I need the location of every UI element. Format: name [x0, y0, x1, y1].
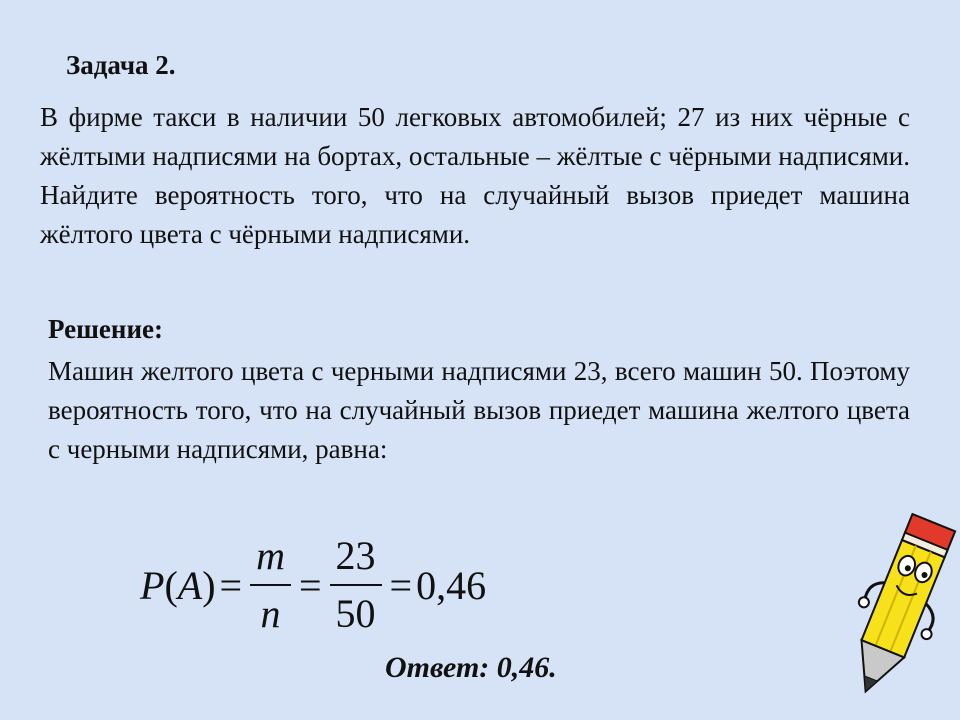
- fraction-numerator-23: 23: [330, 536, 382, 586]
- probability-formula: [140, 525, 486, 645]
- formula-equals-1: =: [219, 562, 243, 608]
- solution-text: Машин желтого цвета с черными надписями 23, всего машин 50. Поэтому вероятность того, что на случайный вызов приедет машина желтого цвета с черными надписями, равна:: [48, 356, 910, 464]
- solution-title: Решение:: [48, 314, 163, 344]
- fraction-m-over-n: [250, 533, 291, 636]
- fraction-numerator-m: m: [250, 536, 291, 586]
- answer-text: Ответ: 0,46.: [385, 651, 557, 684]
- fraction-denominator-50: 50: [335, 591, 376, 636]
- fraction-23-over-50: [330, 533, 382, 636]
- formula-open-paren: (: [164, 562, 178, 608]
- formula-result: 0,46: [416, 562, 487, 608]
- fraction-denominator-n: n: [260, 591, 281, 636]
- formula-equals-2: =: [298, 562, 322, 608]
- formula-equals-3: =: [389, 562, 413, 608]
- formula-close-paren: ): [202, 562, 216, 608]
- formula-event: A: [177, 562, 203, 608]
- task-title: Задача 2.: [66, 50, 176, 80]
- pencil-mascot-icon: [828, 508, 958, 718]
- task-text: В фирме такси в наличии 50 легковых автомобилей; 27 из них чёрные с жёлтыми надписями на бортах, остальные – жёлтые с чёрными надписями. Найдите вероятность того, что на случайный вызов приедет машина жёлтого цвета с чёрными надписями.: [40, 102, 910, 249]
- formula-function: P: [140, 562, 165, 608]
